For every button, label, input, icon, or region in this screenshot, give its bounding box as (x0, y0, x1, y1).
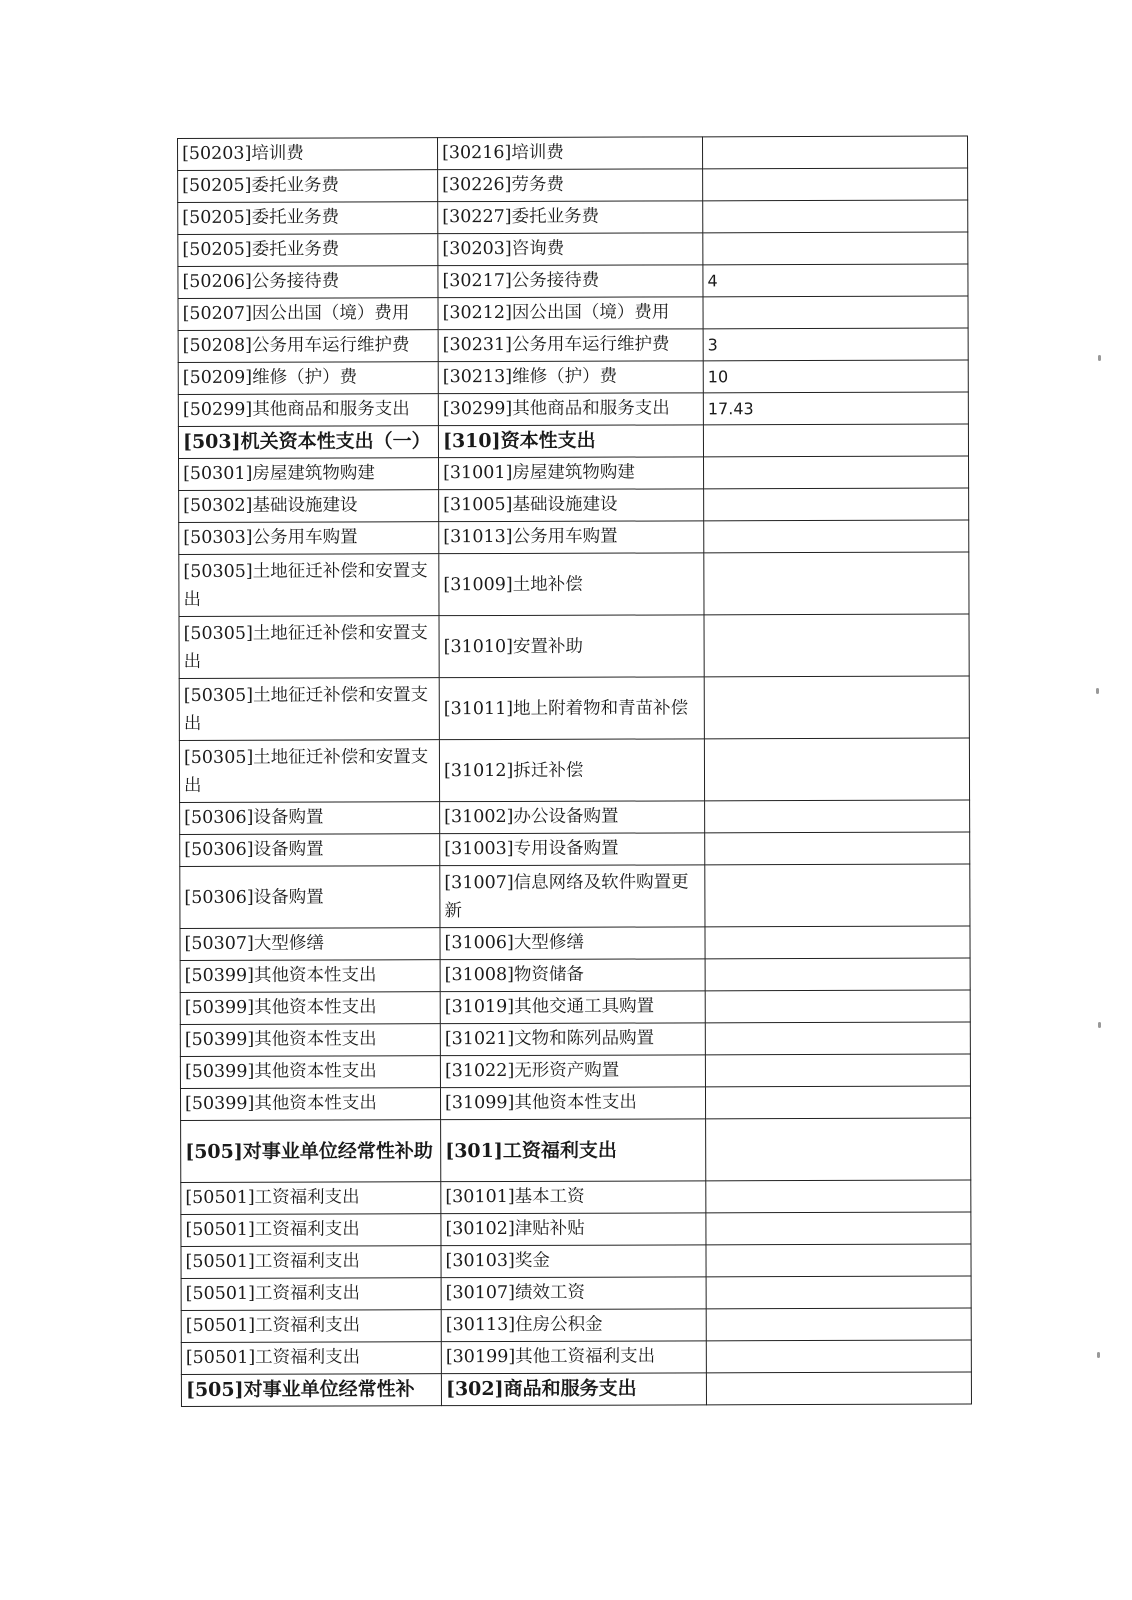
amount-cell (704, 552, 969, 615)
dept-econ-class-cell: [31005]基础设施建设 (439, 489, 704, 522)
dept-econ-class-cell: [30101]基本工资 (441, 1181, 706, 1214)
gov-econ-class-cell: [50301]房屋建筑物购建 (179, 458, 439, 491)
dept-econ-class-cell: [30226]劳务费 (438, 169, 703, 202)
gov-econ-class-cell: [50307]大型修缮 (180, 928, 440, 961)
amount-cell (706, 1308, 971, 1341)
table-row (181, 1308, 971, 1342)
gov-econ-class-cell: [50399]其他资本性支出 (180, 1056, 440, 1089)
table-row (180, 800, 970, 834)
amount-cell (703, 424, 968, 457)
gov-econ-class-cell: [50501]工资福利支出 (181, 1310, 441, 1343)
gov-econ-class-cell: [50305]土地征迁补偿和安置支出 (179, 554, 439, 617)
dept-econ-class-cell: [31006]大型修缮 (440, 927, 705, 960)
dept-econ-class-cell: [31008]物资储备 (440, 959, 705, 992)
gov-econ-class-cell: [50305]土地征迁补偿和安置支出 (179, 616, 439, 679)
table-row (178, 392, 968, 426)
dept-econ-class-cell: [31011]地上附着物和青苗补偿 (439, 677, 704, 740)
dept-econ-class-cell: [31009]土地补偿 (439, 553, 704, 616)
gov-econ-class-cell: [503]机关资本性支出（一） (178, 426, 438, 459)
amount-cell (706, 1372, 971, 1405)
table-row (181, 1180, 971, 1214)
table-row (178, 424, 968, 458)
dept-econ-class-cell: [31002]办公设备购置 (440, 801, 705, 834)
gov-econ-class-cell: [50305]土地征迁补偿和安置支出 (179, 740, 439, 803)
table-row (181, 1276, 971, 1310)
dept-econ-class-cell: [30103]奖金 (441, 1245, 706, 1278)
gov-econ-class-cell: [505]对事业单位经常性补 (181, 1374, 441, 1407)
gov-econ-class-cell: [50205]委托业务费 (178, 234, 438, 267)
table-row (178, 328, 968, 362)
table-row (181, 1244, 971, 1278)
amount-cell (704, 614, 969, 677)
amount-cell (705, 832, 970, 865)
table-row (178, 200, 968, 234)
gov-econ-class-cell: [50501]工资福利支出 (181, 1214, 441, 1247)
amount-cell (706, 1276, 971, 1309)
scan-speck (1098, 355, 1101, 361)
dept-econ-class-cell: [31007]信息网络及软件购置更新 (440, 865, 705, 928)
gov-econ-class-cell: [50501]工资福利支出 (181, 1278, 441, 1311)
table-row (181, 1118, 971, 1182)
gov-econ-class-cell: [50306]设备购置 (180, 834, 440, 867)
amount-cell (703, 200, 968, 233)
gov-econ-class-cell: [50306]设备购置 (180, 802, 440, 835)
dept-econ-class-cell: [30107]绩效工资 (441, 1277, 706, 1310)
amount-cell (703, 168, 968, 201)
gov-econ-class-cell: [50306]设备购置 (180, 866, 440, 929)
scan-speck (1096, 688, 1099, 694)
gov-econ-class-cell: [50207]因公出国（境）费用 (178, 298, 438, 331)
table-row (181, 1340, 971, 1374)
table-row (180, 1086, 970, 1120)
gov-econ-class-cell: [50205]委托业务费 (178, 202, 438, 235)
dept-econ-class-cell: [30102]津贴补贴 (441, 1213, 706, 1246)
table-row (178, 360, 968, 394)
gov-econ-class-cell: [50206]公务接待费 (178, 266, 438, 299)
table-row (178, 232, 968, 266)
scan-speck (1098, 1022, 1101, 1028)
gov-econ-class-cell: [50208]公务用车运行维护费 (178, 330, 438, 363)
gov-econ-class-cell: [505]对事业单位经常性补助 (181, 1120, 441, 1183)
gov-econ-class-cell: [50399]其他资本性支出 (180, 960, 440, 993)
scan-speck (1097, 1352, 1100, 1358)
amount-cell (704, 456, 969, 489)
amount-cell (706, 1180, 971, 1213)
gov-econ-class-cell: [50501]工资福利支出 (181, 1246, 441, 1279)
dept-econ-class-cell: [31021]文物和陈列品购置 (440, 1023, 705, 1056)
dept-econ-class-cell: [31001]房屋建筑物购建 (439, 457, 704, 490)
gov-econ-class-cell: [50501]工资福利支出 (181, 1182, 441, 1215)
amount-cell (705, 1054, 970, 1087)
dept-econ-class-cell: [31012]拆迁补偿 (439, 739, 704, 802)
table-row (180, 864, 970, 928)
gov-econ-class-cell: [50501]工资福利支出 (181, 1342, 441, 1375)
amount-cell (705, 926, 970, 959)
table-row (180, 1054, 970, 1088)
amount-cell (706, 1118, 971, 1181)
table-row (180, 958, 970, 992)
dept-econ-class-cell: [30217]公务接待费 (438, 265, 703, 298)
table-row (178, 264, 968, 298)
gov-econ-class-cell: [50399]其他资本性支出 (180, 1088, 440, 1121)
dept-econ-class-cell: [30299]其他商品和服务支出 (438, 393, 703, 426)
dept-econ-class-cell: [30113]住房公积金 (441, 1309, 706, 1342)
amount-cell (704, 520, 969, 553)
budget-classification-table (177, 136, 972, 1407)
gov-econ-class-cell: [50299]其他商品和服务支出 (178, 394, 438, 427)
table-row (179, 456, 969, 490)
amount-cell: 3 (703, 328, 968, 361)
dept-econ-class-cell: [30216]培训费 (438, 137, 703, 170)
amount-cell (703, 296, 968, 329)
table-row (181, 1212, 971, 1246)
dept-econ-class-cell: [31022]无形资产购置 (440, 1055, 705, 1088)
amount-cell (704, 488, 969, 521)
gov-econ-class-cell: [50305]土地征迁补偿和安置支出 (179, 678, 439, 741)
amount-cell (705, 958, 970, 991)
gov-econ-class-cell: [50399]其他资本性支出 (180, 1024, 440, 1057)
amount-cell (702, 136, 967, 169)
amount-cell (705, 864, 970, 927)
gov-econ-class-cell: [50205]委托业务费 (178, 170, 438, 203)
dept-econ-class-cell: [30227]委托业务费 (438, 201, 703, 234)
table-row (179, 738, 969, 802)
table-row (178, 136, 968, 170)
dept-econ-class-cell: [31099]其他资本性支出 (440, 1087, 705, 1120)
amount-cell (706, 1244, 971, 1277)
amount-cell (706, 1212, 971, 1245)
table-row (181, 1372, 971, 1406)
dept-econ-class-cell: [30199]其他工资福利支出 (441, 1341, 706, 1374)
amount-cell (703, 232, 968, 265)
gov-econ-class-cell: [50209]维修（护）费 (178, 362, 438, 395)
gov-econ-class-cell: [50203]培训费 (178, 138, 438, 171)
table-row (180, 1022, 970, 1056)
table-row (178, 168, 968, 202)
dept-econ-class-cell: [31019]其他交通工具购置 (440, 991, 705, 1024)
table-row (180, 990, 970, 1024)
dept-econ-class-cell: [302]商品和服务支出 (441, 1373, 706, 1406)
amount-cell: 4 (703, 264, 968, 297)
amount-cell (704, 738, 969, 801)
amount-cell (705, 990, 970, 1023)
table-row (180, 926, 970, 960)
dept-econ-class-cell: [31003]专用设备购置 (440, 833, 705, 866)
dept-econ-class-cell: [31013]公务用车购置 (439, 521, 704, 554)
table-row (179, 676, 969, 740)
dept-econ-class-cell: [30203]咨询费 (438, 233, 703, 266)
gov-econ-class-cell: [50302]基础设施建设 (179, 490, 439, 523)
gov-econ-class-cell: [50399]其他资本性支出 (180, 992, 440, 1025)
dept-econ-class-cell: [30213]维修（护）费 (438, 361, 703, 394)
amount-cell (705, 800, 970, 833)
amount-cell (705, 1086, 970, 1119)
table-row (179, 520, 969, 554)
dept-econ-class-cell: [31010]安置补助 (439, 615, 704, 678)
table-row (179, 488, 969, 522)
amount-cell (706, 1340, 971, 1373)
table-row (180, 832, 970, 866)
dept-econ-class-cell: [30231]公务用车运行维护费 (438, 329, 703, 362)
dept-econ-class-cell: [310]资本性支出 (438, 425, 703, 458)
amount-cell: 17.43 (703, 392, 968, 425)
gov-econ-class-cell: [50303]公务用车购置 (179, 522, 439, 555)
amount-cell (705, 1022, 970, 1055)
dept-econ-class-cell: [301]工资福利支出 (441, 1119, 706, 1182)
table-row (178, 296, 968, 330)
table-row (179, 614, 969, 678)
table-body (178, 136, 972, 1406)
dept-econ-class-cell: [30212]因公出国（境）费用 (438, 297, 703, 330)
table-row (179, 552, 969, 616)
amount-cell: 10 (703, 360, 968, 393)
amount-cell (704, 676, 969, 739)
